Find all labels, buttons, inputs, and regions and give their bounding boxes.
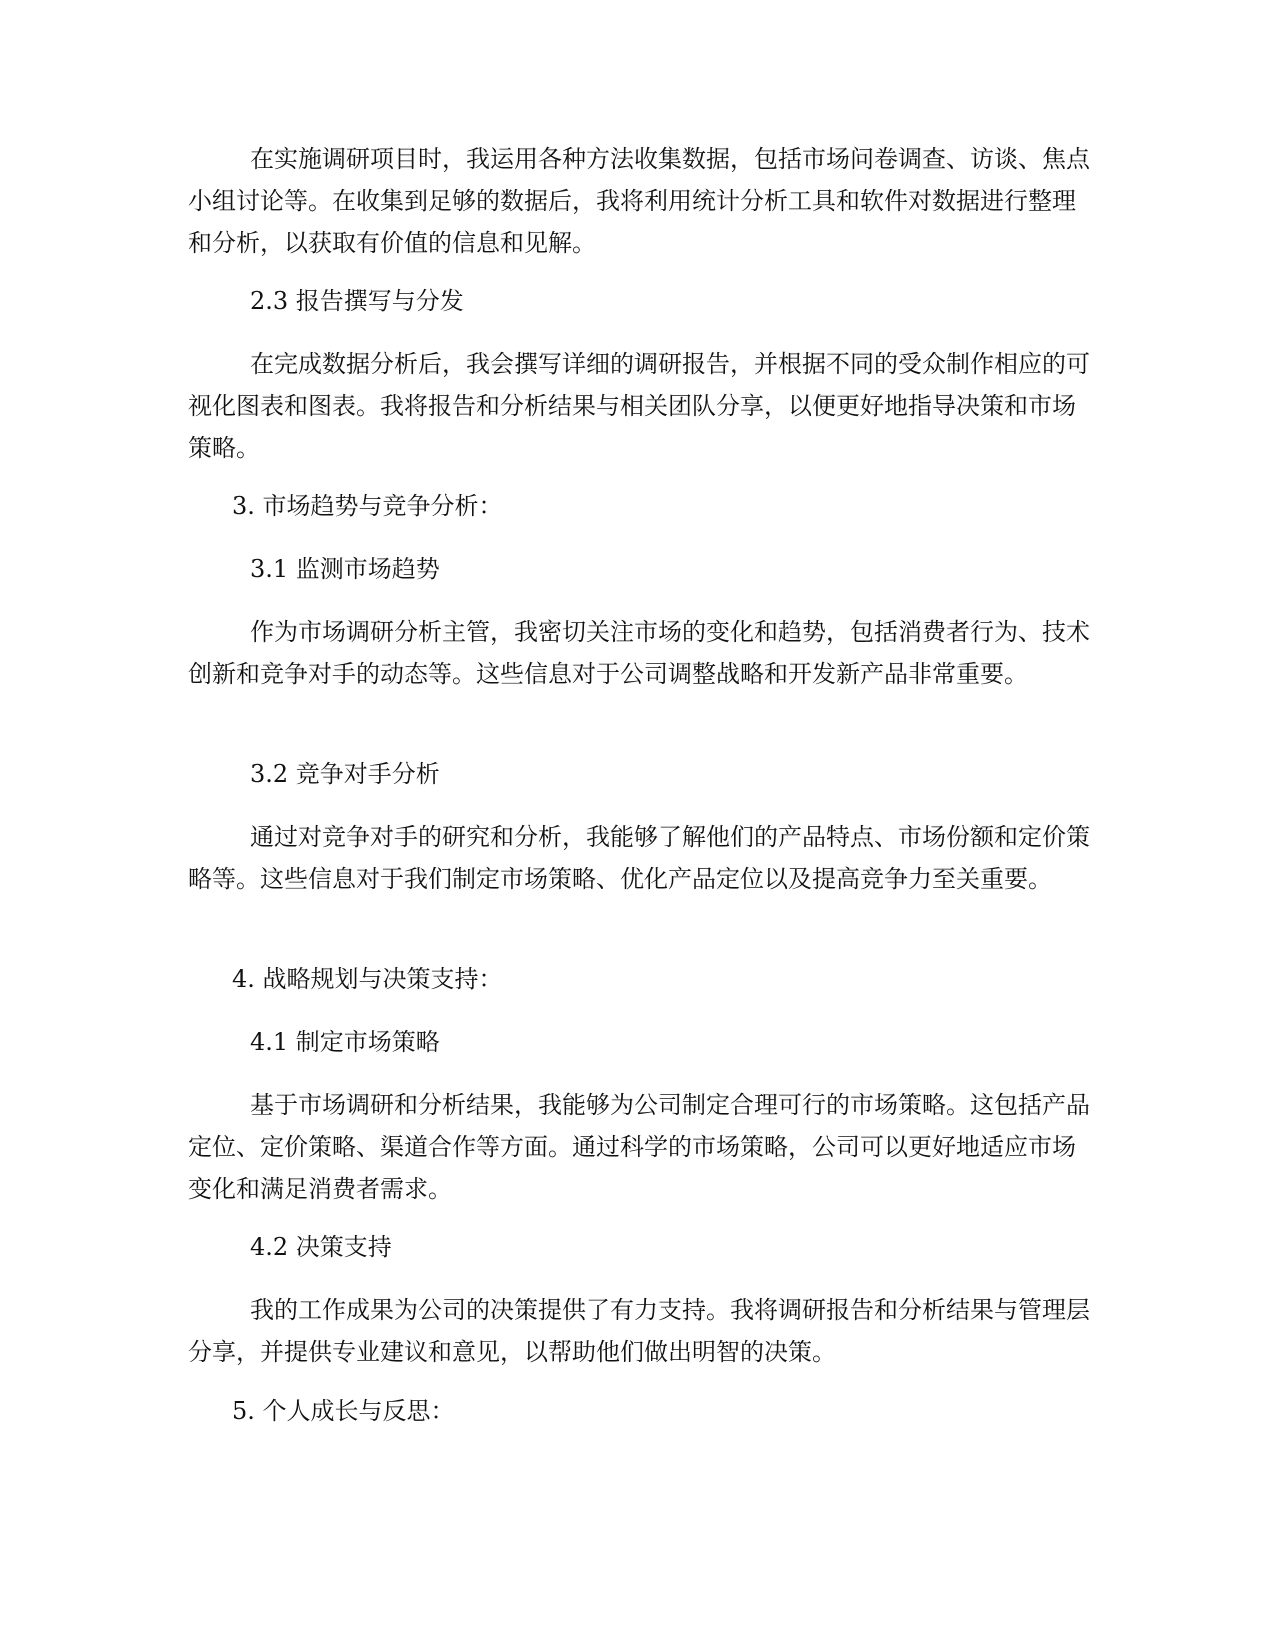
subheading-3-2: 3.2 竞争对手分析 <box>250 760 440 788</box>
paragraph-report-writing: 在完成数据分析后，我会撰写详细的调研报告，并根据不同的受众制作相应的可视化图表和图表。我将报告和分析结果与相关团队分享，以便更好地指导决策和市场策略。 <box>188 350 1090 462</box>
paragraph-competitor-analysis: 通过对竞争对手的研究和分析，我能够了解他们的产品特点、市场份额和定价策略等。这些信息对于我们制定市场策略、优化产品定位以及提高竞争力至关重要。 <box>188 823 1090 893</box>
subheading-2-3: 2.3 报告撰写与分发 <box>250 287 464 315</box>
heading-4: 4. 战略规划与决策支持： <box>232 965 503 993</box>
heading-5: 5. 个人成长与反思： <box>232 1397 455 1425</box>
paragraph-data-collection: 在实施调研项目时，我运用各种方法收集数据，包括市场问卷调查、访谈、焦点小组讨论等。在收集到足够的数据后，我将利用统计分析工具和软件对数据进行整理和分析，以获取有价值的信息和见解。 <box>188 145 1090 257</box>
paragraph-market-trends: 作为市场调研分析主管，我密切关注市场的变化和趋势，包括消费者行为、技术创新和竞争对手的动态等。这些信息对于公司调整战略和开发新产品非常重要。 <box>188 618 1090 688</box>
paragraph-market-strategy: 基于市场调研和分析结果，我能够为公司制定合理可行的市场策略。这包括产品定位、定价策略、渠道合作等方面。通过科学的市场策略，公司可以更好地适应市场变化和满足消费者需求。 <box>188 1091 1090 1203</box>
subheading-3-1: 3.1 监测市场趋势 <box>250 555 440 583</box>
subheading-4-1: 4.1 制定市场策略 <box>250 1028 440 1056</box>
heading-3: 3. 市场趋势与竞争分析： <box>232 492 503 520</box>
subheading-4-2: 4.2 决策支持 <box>250 1233 392 1261</box>
paragraph-decision-support: 我的工作成果为公司的决策提供了有力支持。我将调研报告和分析结果与管理层分享，并提供专业建议和意见，以帮助他们做出明智的决策。 <box>188 1296 1090 1366</box>
